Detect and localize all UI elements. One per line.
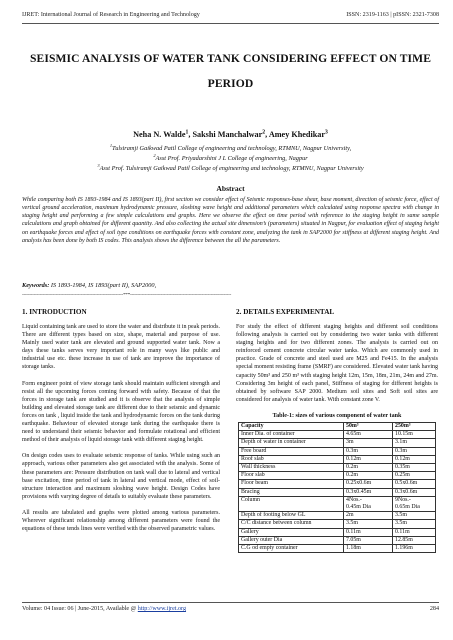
table-cell: 1.196m [393,545,436,553]
author-line: Neha N. Walde$^1$, Sakshi Manchalwar$^2$, Amey Khedikar$^3$ [133,129,328,139]
header-divider [22,23,439,24]
table-cell: 1.18m [344,545,393,553]
affiliation-2: $^2$Asst Prof. Priyadarshini J L College of engineering, Nagpur [153,152,308,162]
table-row [239,455,436,463]
table-row [239,472,436,480]
table-cell: 0.12m [393,455,436,463]
table-row [239,528,436,536]
table-cell: 3.1m [393,439,436,447]
table-cell: 3m [344,439,393,447]
table-row [239,520,436,528]
table-header-row [239,423,436,431]
table-cell: 0.2m [344,464,393,472]
table-cell: 0.3x0.45m [344,488,393,496]
table-cell: 12.85m [393,536,436,544]
author-3: Amey Khedikar [268,130,326,139]
abstract-heading: Abstract [216,184,245,193]
table-cell: 2m [344,512,393,520]
journal-name: IJRET: International Journal of Research in Engineering and Technology [22,12,200,18]
page-number: 284 [429,606,439,612]
table-cell: 0.11m [344,528,393,536]
table-row [239,480,436,488]
introduction-heading: 1. INTRODUCTION [22,308,87,316]
table-header-cell: Capacity [239,423,344,431]
table-cell: 0.5x0.6m [393,480,436,488]
table-cell: Bracing [239,488,344,496]
author-1: Neha N. Walde [133,130,186,139]
table-cell: 0.3x0.6m [393,488,436,496]
table-cell: C.G od empty container [239,545,344,553]
table-title: Table-1: sizes of various component of water tank [272,412,402,419]
table-cell: 4.65m [344,431,393,439]
journal-link[interactable]: http://www.ijret.org [137,606,187,612]
table-cell: 7.05m [344,536,393,544]
intro-paragraph-1: Liquid containing tank are used to store the water and distribute it in peak periods. There are different types based on size, shape, material and purpose of use. Mainly used water tank are elevated and ground supported water tank. Now a days these tanks serves very important role in many ways like public and industrial use etc. these increase in use of tank are improve the importance of storage tanks. [22,324,220,371]
table-cell: Floor slab [239,472,344,480]
issn: ISSN: 2319-1163 | pISSN: 2321-7308 [346,12,439,18]
table-header-cell: 50m³ [344,423,393,431]
keywords [22,282,439,289]
table-cell: Depth of water in container [239,439,344,447]
table-cell: 0.2m [344,472,393,480]
table-cell: Gallery outer Dia [239,536,344,544]
paper-title: SEISMIC ANALYSIS OF WATER TANK CONSIDERING EFFECT ON TIME PERIOD [29,52,432,90]
table-cell: Inner Dia. of container [239,431,344,439]
table-cell: 0.12m [344,455,393,463]
table-row [239,496,436,511]
table-cell: 0.25x0.6m [344,480,393,488]
right-column [236,308,438,553]
intro-paragraph-3: On design codes uses to evaluate seismic response of tanks. While using such an approach, various other parameters also get associated with the analysis. Some of these parameters are: Pressure distribution on tank wall due to lateral and vertical base excitation, time period of tank in lateral and vertical mode, effect of soil-structure interaction and maximum sloshing wave height. Design Codes have provisions with varying degree of details to suitably evaluate these parameters. [22,453,220,500]
table-cell: Floor beam [239,480,344,488]
section-separator: ---------------------------------------------------------------------***--------------------------------------------------------------------- [22,293,232,298]
table-cell: 3.5m [344,520,393,528]
table-header-cell: 250m³ [393,423,436,431]
table-cell: 10.15m [393,431,436,439]
affiliation-1: $^1$Tulsiramji Gaikwad Patil College of engineering and technology, RTMNU, Nagpur University, [109,142,352,152]
table-row [239,488,436,496]
table-cell: Roof slab [239,455,344,463]
table-cell: C/C distance between column [239,520,344,528]
details-heading: 2. DETAILS EXPERIMENTAL [236,308,335,316]
details-paragraph: For study the effect of different staging heights and different soil conditions following analysis is carried out by considering two water tanks with different staging heights and for two different zones. The analysis is carried out on reinforced cement concrete circular water tanks. Which are commonly used in practice. Grade of concrete and steel used are M25 and Fe415. In the analysis special moment resisting frame (SMRF) are considered. Elevated water tank having capacity 50m³ and 250 m³ with staging height 12m, 15m, 18m, 21m, 24m and 27m. Considering 3m height of each panel, Stiffness of staging for different heights is obtained by software SAP 2000. Medium soil sites and Soft soil sites are considered for analysis of water tank. With constant zone V. [236,324,438,403]
table-cell: 9Nos.- 0.65m Dia [393,496,436,511]
table-body [239,431,436,553]
table-row [239,536,436,544]
table-cell: 0.3m [393,447,436,455]
keywords-text: IS 1893-1984, IS 1893(part II), SAP2000, [49,282,157,289]
table-row [239,464,436,472]
table-row [239,545,436,553]
table-row [239,431,436,439]
table-cell: 3.5m [393,512,436,520]
table-cell: Gallery [239,528,344,536]
affiliation-3: $^3$Asst Prof. Tulsiramji Gaikwad Patil College of engineering and technology, RTMNU, Nagpur University [97,162,364,172]
table-cell: Depth of footing below GL [239,512,344,520]
table-cell: Wall thickness [239,464,344,472]
intro-paragraph-2: Form engineer point of view storage tank should maintain sufficient strength and resist all the upcoming forces coming forward with safety. Because of that the forces in storage tank are studied and it is observe that the analysis of simple building and elevated storage tank are different due to their seismic and dynamic forces on tank , liquid inside the tank and hydrodynamic forces on the tank during earthquake. Behaviour of elevated storage tank during the earthquake there is need to understand their seismic behavior and formulate rotational and efficient method of their analysis of liquid storage tank with different staging height. [22,380,220,444]
intro-paragraph-4: All results are tabulated and graphs were plotted among various parameters. Wherever significant relationship among different parameters were found the equations of these tends lines were verified with the observed parametric values. [22,509,220,533]
table-row [239,439,436,447]
table-cell: 0.11m [393,528,436,536]
keywords-label: Keywords: [22,282,50,289]
left-column [22,308,220,541]
table-row [239,447,436,455]
affiliations [22,144,439,174]
table-cell: 0.35m [393,464,436,472]
volume-info: Volume: 04 Issue: 06 | June-2015, Available @ http://www.ijret.org [22,606,187,612]
author-2: Sakshi Manchalwar [192,130,263,139]
table-row [239,512,436,520]
table-cell: 0.25m [393,472,436,480]
table-cell: 0.3m [344,447,393,455]
table-cell: Column [239,496,344,511]
footer-divider [22,602,439,603]
table-cell: Free board [239,447,344,455]
running-footer [22,606,439,612]
table-cell: 3.5m [393,520,436,528]
abstract-body: While comparing both IS 1893-1984 and IS 1893(part II), first section we consider effect of Seismic responses-base shear, base moment, direction of seismic force, effect of vertical ground acceleration, maximum hydrodynamic pressure, sloshing wave height and additional parameters which calculated using response spectra with change in staging height and performing a few simple calculations and graphs. Here we observe the effect on time period with reference to the staging height in same sample calculations and graph obtained for different quantity. And also collecting the actual site dimension’s (parameters) situated in Nagpur, for evaluation effect of staging height on earthquake forces and effect of soil type conditions on earthquake forces with constant zone, analyzing the tank in SAP2000 for stiffness at different staging height. And analysis has been done by both IS codes. This analysis shows the difference between the all the parameters. [22,197,439,244]
table-cell: 4Nos.- 0.45m Dia [344,496,393,511]
component-sizes-table [238,422,436,553]
running-header [22,12,439,22]
